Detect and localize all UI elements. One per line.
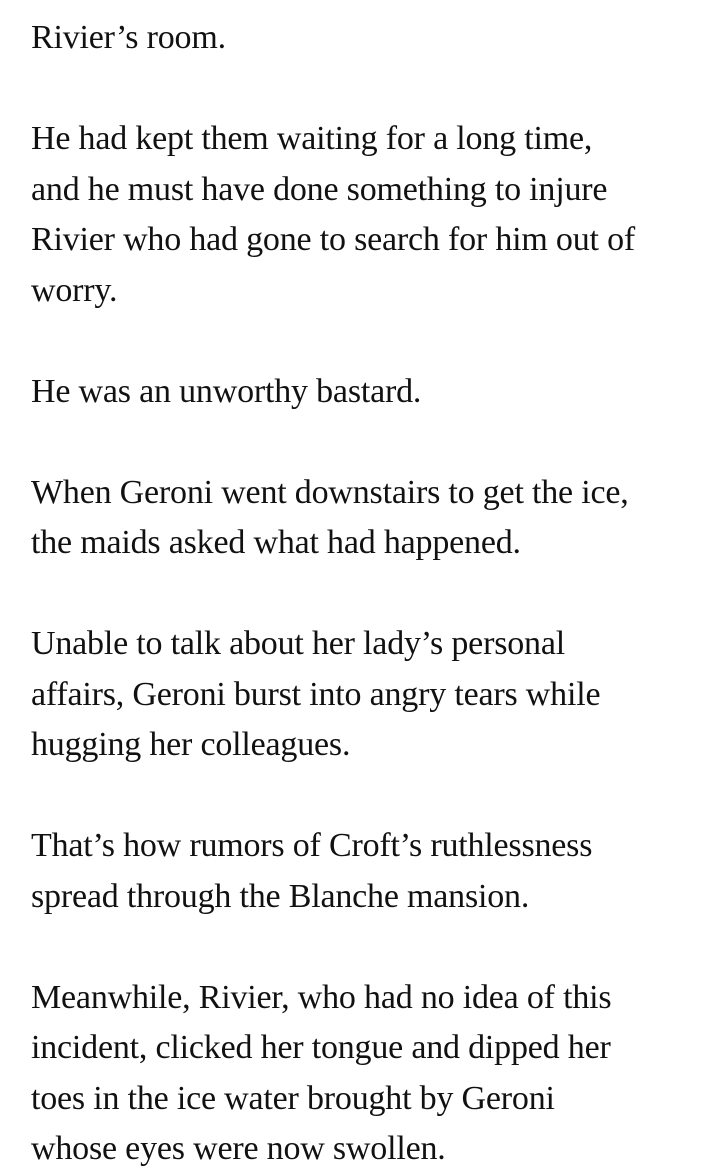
text-line: incident, clicked her tongue and dipped her [31,1029,611,1066]
text-line: Meanwhile, Rivier, who had no idea of this [31,978,612,1016]
text-line: That’s how rumors of Croft’s ruthlessness [31,827,593,864]
paragraph-gap [31,771,711,822]
text-line: toes in the ice water brought by Geroni [31,1079,555,1117]
paragraph-gap [31,569,711,620]
paragraph-gap [31,64,711,115]
paragraph-gap [31,417,711,468]
paragraph [31,367,711,418]
text-line: and he must have done something to injure [31,170,608,208]
paragraph [31,821,711,922]
paragraph [31,114,711,316]
text-line: Rivier’s room. [31,19,226,56]
text-line: He had kept them waiting for a long time, [31,120,593,157]
paragraph [31,468,711,569]
text-line: Unable to talk about her lady’s personal [31,625,565,662]
text-line: worry. [31,271,118,309]
paragraph-gap [31,316,711,367]
paragraph-gap [31,922,711,973]
paragraph [31,13,711,64]
text-line: Rivier who had gone to search for him out of [31,221,635,258]
paragraph [31,619,711,771]
text-line: whose eyes were now swollen. [31,1130,446,1167]
paragraph [31,973,711,1175]
document-body [31,13,711,1175]
text-line: affairs, Geroni burst into angry tears while [31,675,601,713]
text-line: hugging her colleagues. [31,726,351,763]
text-line: spread through the Blanche mansion. [31,877,530,915]
text-line: When Geroni went downstairs to get the ice, [31,473,629,511]
text-line: the maids asked what had happened. [31,524,521,561]
text-line: He was an unworthy bastard. [31,372,422,410]
